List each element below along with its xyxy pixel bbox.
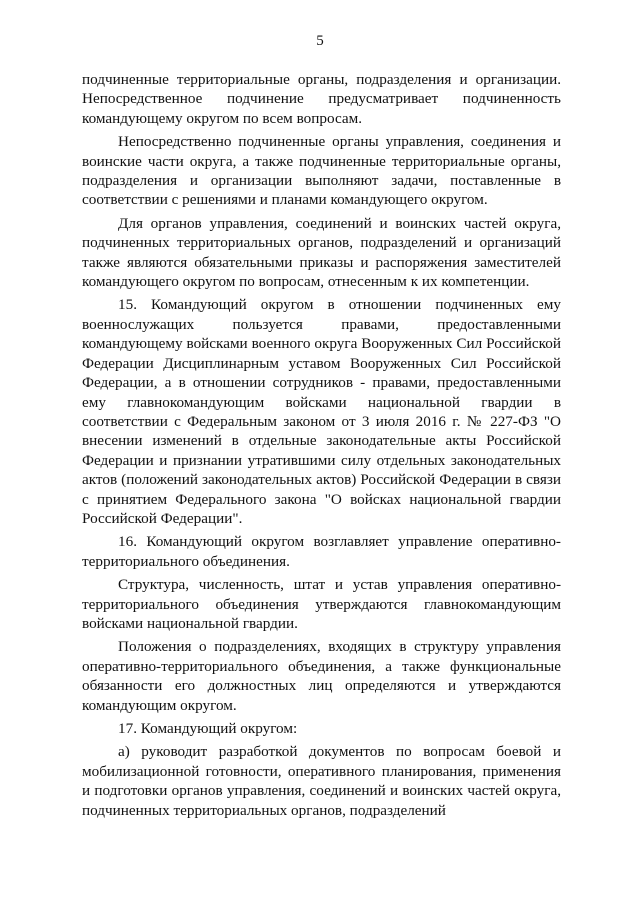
page-number: 5	[316, 33, 324, 49]
paragraph-item-17: 17. Командующий округом:	[118, 720, 298, 737]
paragraph-item-17a: а) руководит разработкой документов по вопросам боевой и мобилизационной готовности, оперативного планирования, применения и подготовки органов управления, соединений и воинских частей округа, подчиненных территориальных органов, подразделений	[82, 743, 561, 819]
paragraph-regulations: Положения о подразделениях, входящих в структуру управления оперативно-территориального объединения, а также функциональные обязанности его должностных лиц определяются и утверждаются командующим округом.	[82, 638, 561, 714]
paragraph-continuation: подчиненные территориальные органы, подразделения и организации. Непосредственное подчинение предусматривает подчиненность командующему округом по всем вопросам.	[82, 71, 561, 127]
paragraph-subordinate-bodies: Непосредственно подчиненные органы управления, соединения и воинские части округа, а также подчиненные территориальные органы, подразделения и организации выполняют задачи, поставленные в соответствии с решениями и планами командующего округом.	[82, 133, 561, 209]
paragraph-item-15: 15. Командующий округом в отношении подчиненных ему военнослужащих пользуется правами, предоставленными командующему войсками военного округа Вооруженных Сил Российской Федерации Дисциплинарным уставом Вооруженных Сил Российской Федерации, а в отношении сотрудников - правами, предоставленными ему главнокомандующим войсками национальной гвардии в соответствии с Федеральным законом от 3 июля 2016 г. № 227-ФЗ "О внесении изменений в отдельные законодательные акты Российской Федерации и признании утратившими силу отдельных законодательных актов (положений законодательных актов) Российской Федерации в связи с принятием Федерального закона "О войсках национальной гвардии Российской Федерации".	[82, 296, 561, 527]
paragraph-binding-orders: Для органов управления, соединений и воинских частей округа, подчиненных территориальных органов, подразделений и организаций также являются обязательными приказы и распоряжения заместителей командующего округом по вопросам, отнесенным к их компетенции.	[82, 214, 561, 291]
paragraph-structure: Структура, численность, штат и устав управления оперативно-территориального объединения утверждаются главнокомандующим войсками национальной гвардии.	[82, 576, 561, 632]
document-body	[82, 70, 561, 824]
paragraph-item-16: 16. Командующий округом возглавляет управление оперативно-территориального объединения.	[82, 533, 561, 570]
